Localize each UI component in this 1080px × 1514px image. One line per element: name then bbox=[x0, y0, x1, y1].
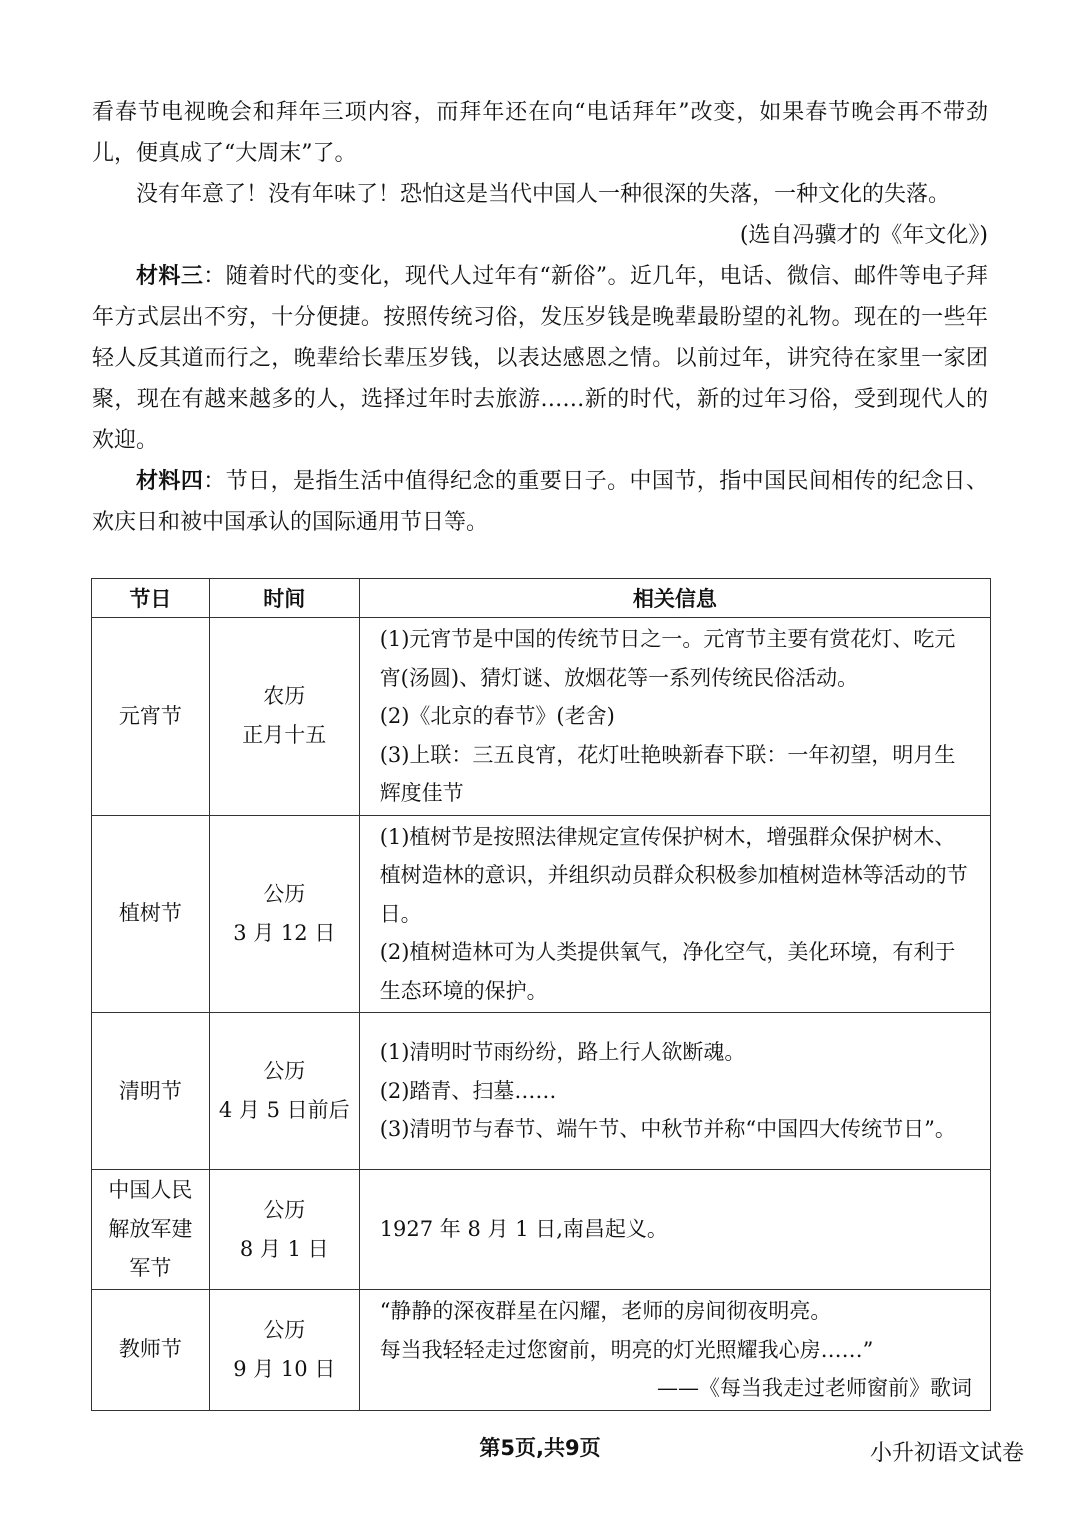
info-item: 1927 年 8 月 1 日,南昌起义。 bbox=[379, 1217, 668, 1242]
festival-time bbox=[209, 815, 359, 1013]
info-item: (3)上联：三五良宵，花灯吐艳映新春下联：一年初望，明月生辉度佳节 bbox=[379, 742, 956, 805]
time-calendar: 公历 bbox=[263, 881, 306, 906]
intro-paragraph-2: 没有年意了！没有年味了！恐怕这是当代中国人一种很深的失落，一种文化的失落。 bbox=[136, 182, 951, 207]
info-item: (2)《北京的春节》(老舍) bbox=[379, 704, 615, 728]
material-3-text: ：随着时代的变化，现代人过年有“新俗”。近几年，电话、微信、邮件等电子拜年方式层出不穷，十分便捷。按照传统习俗，发压岁钱是晚辈最盼望的礼物。现在的一些年轻人反其道而行之，晚辈给长辈压岁钱，以表达感恩之情。以前过年，讲究待在家里一家团聚，现在有越来越多的人，选择过年时去旅游……新的时代，新的过年习俗，受到现代人的欢迎。 bbox=[92, 264, 988, 453]
name-line: 解放军建 bbox=[108, 1217, 193, 1241]
document-body bbox=[92, 92, 988, 543]
table-row-qingming bbox=[92, 1013, 991, 1170]
festival-info bbox=[359, 1290, 990, 1411]
exam-title: 小升初语文试卷 bbox=[869, 1441, 1024, 1466]
info-item: (1)植树节是按照法律规定宣传保护树木，增强群众保护树木、植树造林的意识，并组织动员群众积极参加植树造林等活动的节日。 bbox=[379, 824, 968, 926]
info-item: “静静的深夜群星在闪耀，老师的房间彻夜明亮。 bbox=[379, 1299, 832, 1323]
material-4-text: ：节日，是指生活中值得纪念的重要日子。中国节，指中国民间相传的纪念日、欢庆日和被中国承认的国际通用节日等。 bbox=[92, 469, 988, 535]
table-header-row bbox=[92, 579, 991, 618]
header-festival: 节日 bbox=[92, 579, 210, 618]
festival-info bbox=[359, 815, 990, 1013]
time-date: 3 月 12 日 bbox=[233, 920, 336, 945]
material-3-label: 材料三 bbox=[136, 264, 204, 289]
name-line: 军节 bbox=[129, 1256, 172, 1280]
material-3-paragraph bbox=[92, 256, 988, 461]
time-date: 4 月 5 日前后 bbox=[218, 1098, 350, 1122]
festival-time bbox=[209, 1013, 359, 1170]
page-number: 第5页,共9页 bbox=[479, 1436, 601, 1460]
source-citation: (选自冯骥才的《年文化》) bbox=[739, 223, 988, 248]
festival-name: 植树节 bbox=[92, 815, 210, 1013]
info-item: (2)植树造林可为人类提供氧气，净化空气，美化环境，有利于生态环境的保护。 bbox=[379, 940, 956, 1003]
festival-name: 清明节 bbox=[92, 1013, 210, 1170]
festival-table bbox=[91, 578, 991, 1411]
time-calendar: 公历 bbox=[263, 1197, 306, 1222]
time-calendar: 公历 bbox=[263, 1317, 306, 1342]
table-row-lantern bbox=[92, 618, 991, 816]
intro-paragraph-1: 看春节电视晚会和拜年三项内容，而拜年还在向“电话拜年”改变，如果春节晚会再不带劲儿，便真成了“大周末”了。 bbox=[92, 100, 988, 166]
info-item: 每当我轻轻走过您窗前，明亮的灯光照耀我心房……” bbox=[379, 1337, 874, 1362]
header-info: 相关信息 bbox=[359, 579, 990, 618]
info-item: (1)元宵节是中国的传统节日之一。元宵节主要有赏花灯、吃元宵(汤圆)、猜灯谜、放烟花等一系列传统民俗活动。 bbox=[379, 627, 956, 690]
time-date: 9 月 10 日 bbox=[233, 1356, 336, 1381]
festival-info bbox=[359, 1013, 990, 1170]
info-item: (3)清明节与春节、端午节、中秋节并称“中国四大传统节日”。 bbox=[379, 1117, 956, 1142]
festival-time bbox=[209, 618, 359, 816]
table-row-arbor bbox=[92, 815, 991, 1013]
festival-name: 元宵节 bbox=[92, 618, 210, 816]
table-row-teachers-day bbox=[92, 1290, 991, 1411]
info-item: (2)踏青、扫墓…… bbox=[379, 1078, 557, 1103]
festival-name: 教师节 bbox=[92, 1290, 210, 1411]
lyrics-attribution: ——《每当我走过老师窗前》歌词 bbox=[657, 1376, 972, 1400]
material-4-label: 材料四 bbox=[136, 469, 204, 494]
name-line: 中国人民 bbox=[108, 1178, 193, 1202]
festival-time bbox=[209, 1170, 359, 1290]
festival-info bbox=[359, 618, 990, 816]
table-row-army-day bbox=[92, 1170, 991, 1290]
festival-info bbox=[359, 1170, 990, 1290]
festival-time bbox=[209, 1290, 359, 1411]
time-calendar: 农历 bbox=[263, 684, 306, 709]
festival-name bbox=[92, 1170, 210, 1290]
info-item: (1)清明时节雨纷纷，路上行人欲断魂。 bbox=[379, 1040, 746, 1065]
material-4-paragraph bbox=[92, 461, 988, 543]
time-date: 8 月 1 日 bbox=[239, 1236, 329, 1261]
time-calendar: 公历 bbox=[263, 1059, 306, 1083]
time-date: 正月十五 bbox=[242, 723, 327, 748]
header-time: 时间 bbox=[209, 579, 359, 618]
